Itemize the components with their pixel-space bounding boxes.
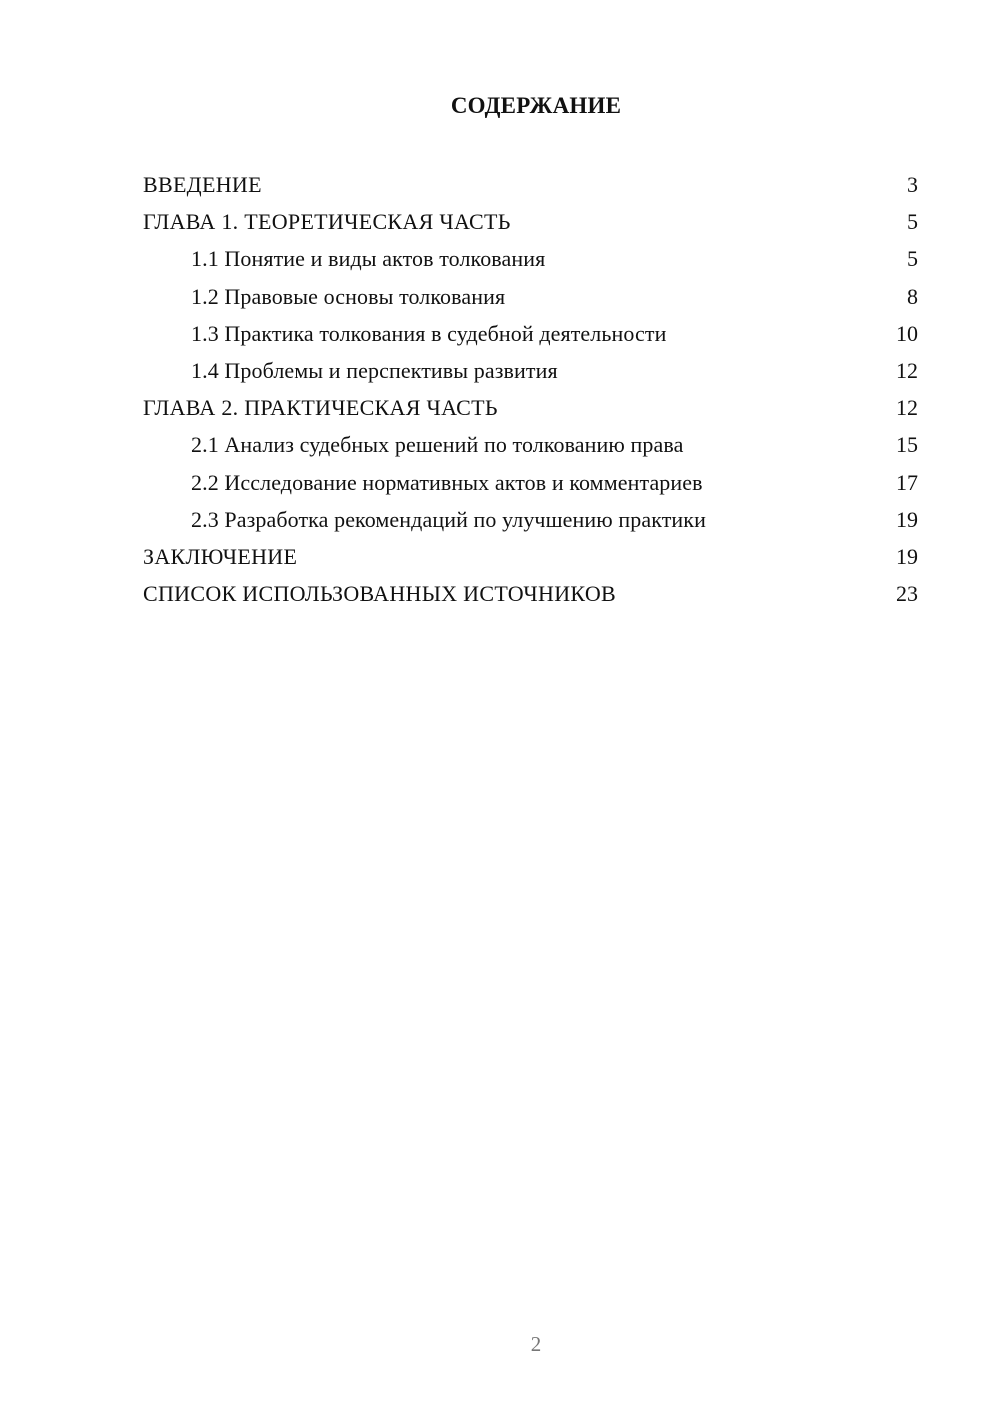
- toc-entry-label: 1.2 Правовые основы толкования: [191, 283, 506, 309]
- toc-entry-label: 1.1 Понятие и виды актов толкования: [191, 246, 546, 272]
- toc-entry-chapter-2[interactable]: [143, 389, 918, 426]
- toc-entry-section-1-1[interactable]: [143, 240, 918, 277]
- toc-entry-page: 12: [896, 395, 918, 421]
- toc-entry-label: СПИСОК ИСПОЛЬЗОВАННЫХ ИСТОЧНИКОВ: [143, 581, 616, 607]
- toc-entry-page: 3: [907, 172, 918, 197]
- toc-entry-section-1-4[interactable]: [143, 352, 918, 389]
- toc-entry-page: 23: [896, 581, 918, 607]
- toc-entry-references[interactable]: [143, 575, 918, 612]
- toc-entry-label: 2.2 Исследование нормативных актов и комментариев: [191, 469, 703, 495]
- toc-entry-page: 5: [907, 209, 918, 235]
- toc-entry-page: 5: [907, 246, 918, 272]
- toc-entry-page: 8: [907, 283, 918, 309]
- toc-entry-page: 12: [896, 357, 918, 383]
- toc-entry-label: 1.3 Практика толкования в судебной деятельности: [191, 320, 667, 346]
- toc-entry-page: 17: [896, 469, 918, 495]
- toc-entry-page: 10: [896, 320, 918, 346]
- toc-entry-page: 15: [896, 432, 918, 458]
- toc-entry-label: 2.1 Анализ судебных решений по толкованию права: [191, 432, 684, 458]
- toc-title: СОДЕРЖАНИЕ: [450, 93, 622, 118]
- toc-entry-section-2-3[interactable]: [143, 501, 918, 538]
- toc-entry-conclusion[interactable]: [143, 538, 918, 575]
- toc-entry-page: 19: [896, 506, 918, 532]
- toc-entry-label: ВВЕДЕНИЕ: [143, 172, 262, 197]
- toc-entry-label: 2.3 Разработка рекомендаций по улучшению практики: [191, 506, 706, 532]
- toc-entry-section-1-3[interactable]: [143, 315, 918, 352]
- toc-entry-section-1-2[interactable]: [143, 278, 918, 315]
- page-number: 2: [530, 1332, 542, 1356]
- toc-entry-chapter-1[interactable]: [143, 203, 918, 240]
- toc-entry-introduction[interactable]: [143, 166, 918, 203]
- toc-entry-section-2-1[interactable]: [143, 426, 918, 463]
- toc-entry-page: 19: [896, 543, 918, 569]
- toc-entry-label: 1.4 Проблемы и перспективы развития: [191, 357, 558, 383]
- toc-entry-label: ЗАКЛЮЧЕНИЕ: [143, 543, 298, 569]
- toc-entry-section-2-2[interactable]: [143, 464, 918, 501]
- table-of-contents: [143, 166, 918, 612]
- toc-entry-label: ГЛАВА 1. ТЕОРЕТИЧЕСКАЯ ЧАСТЬ: [143, 209, 511, 235]
- toc-entry-label: ГЛАВА 2. ПРАКТИЧЕСКАЯ ЧАСТЬ: [143, 395, 498, 421]
